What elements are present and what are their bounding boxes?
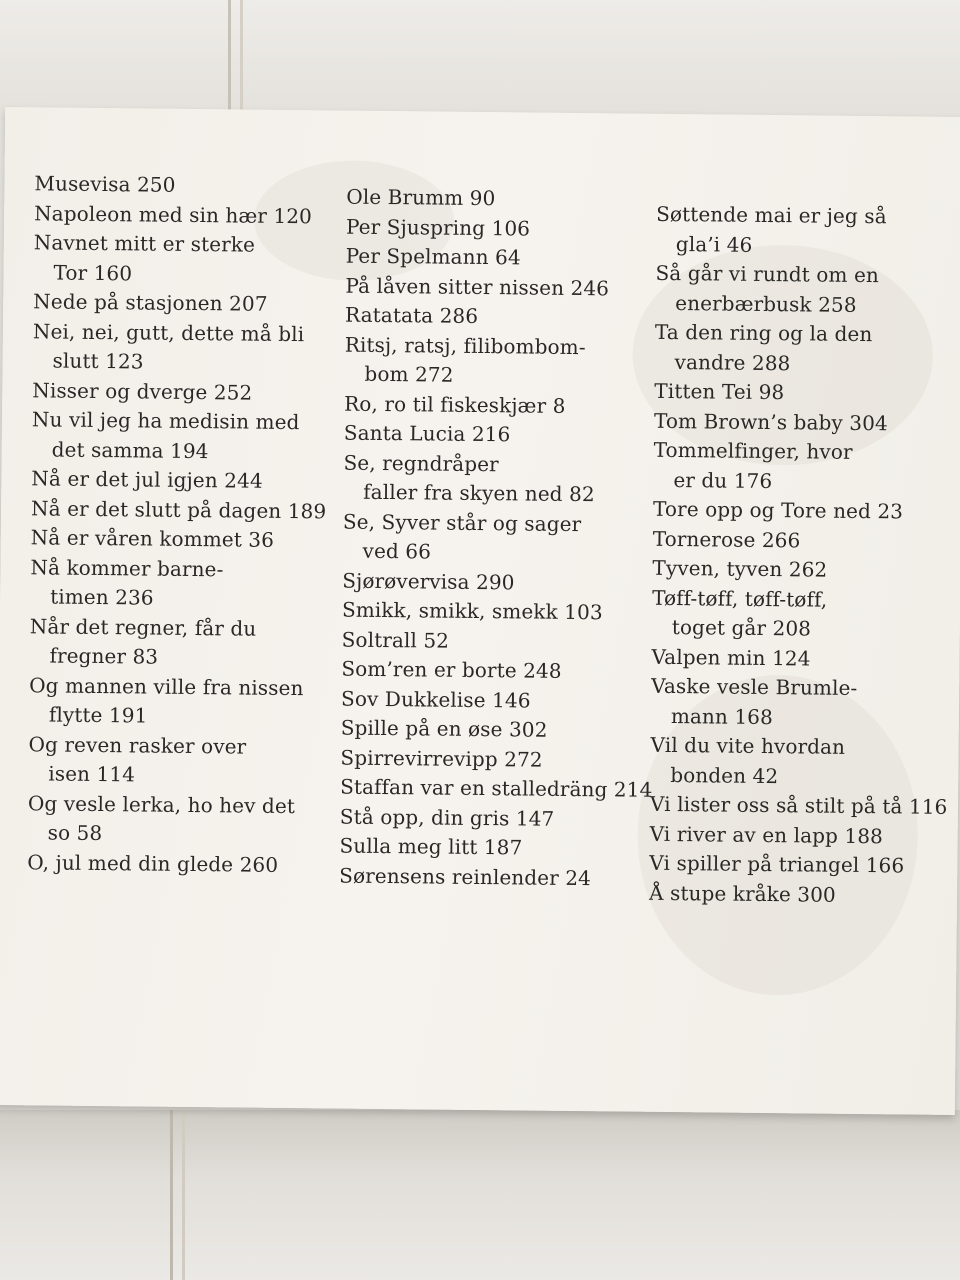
entry-title: Ole Brumm 90 <box>346 184 496 211</box>
entry-continuation: timen 236 <box>50 584 154 610</box>
index-entry <box>345 301 657 334</box>
index-entry <box>346 242 658 275</box>
entry-continuation: er du 176 <box>673 467 773 493</box>
background-edge-line <box>182 1110 185 1280</box>
entry-title: Per Spelmann 64 <box>345 243 521 270</box>
entry-continuation: det samma 194 <box>51 437 209 463</box>
index-column-2 <box>339 183 659 894</box>
entry-continuation: slutt 123 <box>52 348 144 374</box>
entry-continuation: bonden 42 <box>670 762 779 788</box>
index-entry <box>650 731 948 793</box>
index-entry <box>29 671 325 733</box>
index-entry <box>652 554 950 587</box>
entry-continuation: bom 272 <box>364 361 454 387</box>
index-entry <box>27 848 322 881</box>
entry-title: Å stupe kråke 300 <box>648 880 836 907</box>
entry-title: Nisser og dverge 252 <box>32 377 253 405</box>
index-entry <box>346 212 658 245</box>
index-entry <box>650 819 948 852</box>
index-entry <box>33 287 328 320</box>
index-entry <box>342 507 655 569</box>
entry-title: Napoleon med sin hær 120 <box>34 200 313 228</box>
entry-title: Og reven rasker over <box>28 731 247 759</box>
entry-title: Og mannen ville fra nissen <box>29 672 304 700</box>
entry-title: Se, Syver står og sager <box>342 509 582 536</box>
index-entry <box>344 419 656 452</box>
index-entry <box>345 271 657 304</box>
index-entry <box>344 389 656 422</box>
entry-title: Ro, ro til fiskeskjær 8 <box>344 391 566 418</box>
entry-title: Stå opp, din gris 147 <box>339 804 555 831</box>
index-entry <box>342 625 654 658</box>
index-entry <box>654 406 952 439</box>
entry-continuation: Tor 160 <box>53 260 133 285</box>
entry-title: Nu vil jeg ha medisin med <box>31 407 300 435</box>
entry-title: Staffan var en stalledräng 214 <box>340 774 653 802</box>
index-entry <box>651 672 949 734</box>
entry-title: Når det regner, får du <box>29 613 257 641</box>
entry-title: Tore opp og Tore ned 23 <box>652 496 904 524</box>
index-column-3 <box>649 200 954 911</box>
index-entry <box>340 773 652 806</box>
index-entry <box>31 494 326 527</box>
entry-title: Santa Lucia 216 <box>343 420 511 447</box>
entry-title: Sjørøvervisa 290 <box>342 568 515 594</box>
index-entry <box>652 583 950 645</box>
entry-continuation: faller fra skyen ned 82 <box>363 479 595 507</box>
entry-title: Per Sjuspring 106 <box>345 214 531 241</box>
entry-title: O, jul med din glede 260 <box>27 849 279 877</box>
index-entry <box>653 495 951 528</box>
entry-title: Nå er det slutt på dagen 189 <box>30 495 327 523</box>
entry-continuation: enerbærbusk 258 <box>675 290 857 317</box>
index-entry <box>651 642 949 675</box>
entry-title: Spirrevirrevipp 272 <box>340 745 543 772</box>
index-entry <box>650 790 948 823</box>
background-surface <box>0 1110 960 1280</box>
background-edge-line <box>240 0 243 115</box>
entry-title: Tom Brown’s baby 304 <box>653 408 888 435</box>
index-entry <box>654 377 952 410</box>
entry-continuation: vandre 288 <box>674 349 791 375</box>
index-entry <box>30 553 326 615</box>
entry-title: Nå kommer barne- <box>30 554 224 581</box>
entry-title: På låven sitter nissen 246 <box>345 273 610 300</box>
entry-title: Tyven, tyven 262 <box>652 555 828 582</box>
background-edge-line <box>170 1110 173 1280</box>
entry-title: Tornerose 266 <box>652 526 801 552</box>
entry-title: Titten Tei 98 <box>654 378 785 405</box>
entry-title: Nå er våren kommet 36 <box>30 525 275 552</box>
index-entry <box>653 436 951 498</box>
entry-title: Vi spiller på triangel 166 <box>649 850 905 878</box>
entry-title: Vi lister oss så stilt på tå 116 <box>649 791 948 819</box>
index-entry <box>344 330 657 392</box>
entry-continuation: gla’i 46 <box>675 231 753 257</box>
entry-continuation: toget går 208 <box>671 615 812 641</box>
entry-title: Og vesle lerka, ho hev det <box>27 790 296 818</box>
entry-title: Ta den ring og la den <box>654 319 873 347</box>
index-entry <box>32 405 328 467</box>
entry-continuation: ved 66 <box>362 538 432 564</box>
index-entry <box>656 200 954 262</box>
index-entry <box>31 464 326 497</box>
index-entry <box>342 596 654 629</box>
index-entry <box>339 832 651 865</box>
index-entry <box>32 317 328 379</box>
index-entry <box>34 199 329 232</box>
entry-title: Sørensens reinlender 24 <box>339 863 592 890</box>
entry-title: Tøff-tøff, tøff-tøff, <box>652 585 828 612</box>
book-page <box>0 107 960 1115</box>
index-entry <box>34 169 329 202</box>
index-entry <box>341 714 653 747</box>
index-entry <box>341 684 653 717</box>
index-entry <box>655 259 953 321</box>
entry-title: Tommelfinger, hvor <box>653 437 853 464</box>
entry-title: Smikk, smikk, smekk 103 <box>341 597 603 625</box>
entry-title: Sulla meg litt 187 <box>339 833 523 860</box>
index-entry <box>649 849 947 882</box>
index-entry <box>29 612 325 674</box>
entry-title: Søttende mai er jeg så <box>656 201 887 229</box>
entry-continuation: flytte 191 <box>48 702 148 728</box>
entry-title: Så går vi rundt om en <box>655 260 880 288</box>
entry-continuation: isen 114 <box>48 761 136 787</box>
entry-title: Ritsj, ratsj, filibombom- <box>344 332 586 359</box>
entry-title: Nede på stasjonen 207 <box>33 289 268 316</box>
entry-continuation: mann 168 <box>670 703 774 729</box>
index-entry <box>341 655 653 688</box>
entry-title: Musevisa 250 <box>34 171 176 197</box>
entry-title: Nå er det jul igjen 244 <box>31 466 263 493</box>
index-entry <box>346 183 658 216</box>
entry-title: Vaske vesle Brumle- <box>651 673 858 700</box>
index-entry <box>28 789 324 851</box>
entry-title: Vil du vite hvordan <box>650 732 846 759</box>
index-entry <box>653 524 951 557</box>
background-edge-line <box>228 0 231 115</box>
entry-title: Navnet mitt er sterke <box>33 230 256 257</box>
index-entry <box>28 730 324 792</box>
entry-title: Vi river av en lapp 188 <box>649 821 884 848</box>
index-column-1 <box>27 169 330 880</box>
entry-title: Se, regndråper <box>343 450 499 476</box>
index-entry <box>342 566 654 599</box>
entry-title: Ratatata 286 <box>344 302 479 328</box>
entry-title: Spille på en øse 302 <box>340 715 548 742</box>
index-entry <box>340 743 652 776</box>
index-entry <box>31 523 326 556</box>
index-entry <box>32 376 327 409</box>
entry-continuation: fregner 83 <box>49 643 159 669</box>
index-entry <box>649 878 947 911</box>
entry-title: Valpen min 124 <box>651 644 811 670</box>
background-box <box>0 0 960 120</box>
index-entry <box>339 861 651 894</box>
index-entry <box>340 802 652 835</box>
entry-title: Nei, nei, gutt, dette må bli <box>32 318 305 346</box>
entry-title: Soltrall 52 <box>341 627 450 653</box>
index-entry <box>654 318 952 380</box>
index-entry <box>343 448 656 510</box>
entry-title: Sov Dukkelise 146 <box>340 686 531 713</box>
entry-title: Som’ren er borte 248 <box>341 656 562 683</box>
entry-continuation: so 58 <box>47 820 103 846</box>
index-entry <box>33 228 329 290</box>
